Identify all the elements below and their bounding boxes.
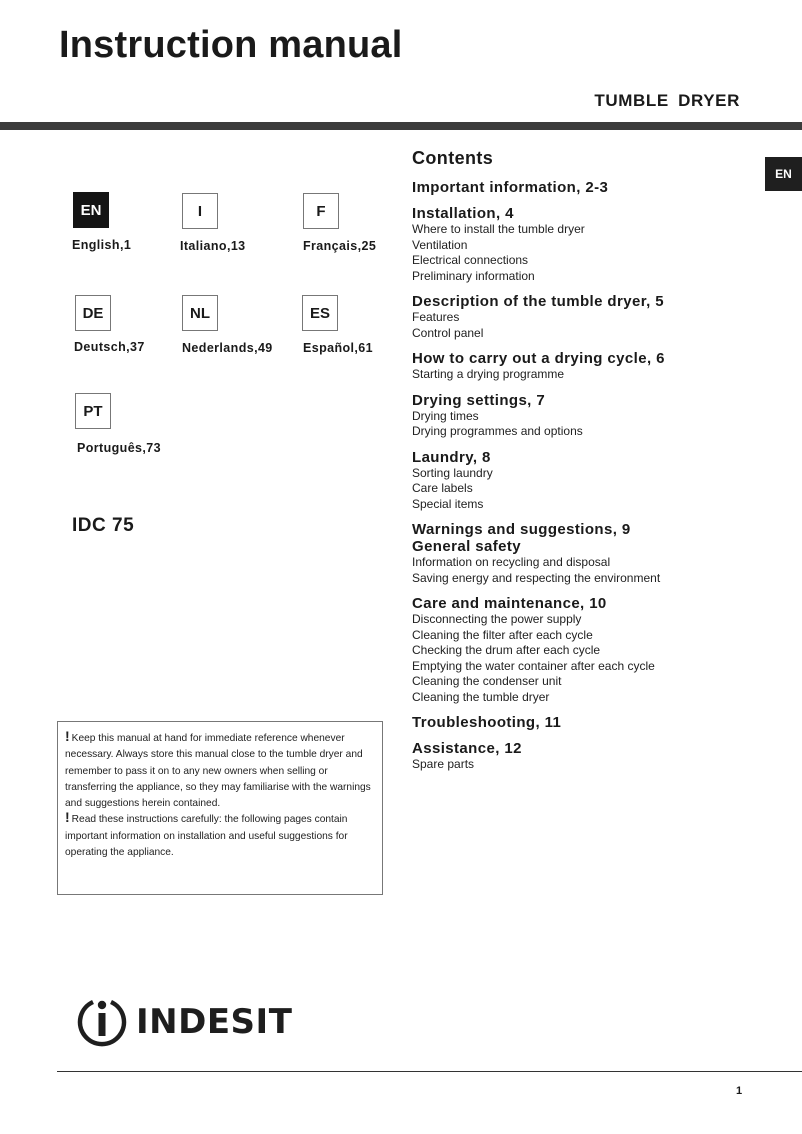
contents-section-title[interactable]: How to carry out a drying cycle, 6 bbox=[412, 350, 665, 367]
contents-section bbox=[412, 392, 752, 440]
contents-section bbox=[412, 179, 752, 196]
contents-section bbox=[412, 350, 752, 383]
contents-section bbox=[412, 740, 752, 773]
table-of-contents bbox=[412, 148, 752, 782]
language-label-es[interactable]: Español,61 bbox=[303, 341, 373, 355]
language-code-es[interactable]: ES bbox=[302, 295, 338, 331]
language-label-pt[interactable]: Português,73 bbox=[77, 441, 161, 455]
language-label-nl[interactable]: Nederlands,49 bbox=[182, 341, 273, 355]
exclamation-icon: ! bbox=[65, 728, 70, 744]
contents-subitem[interactable]: Cleaning the filter after each cycle bbox=[412, 627, 593, 642]
contents-section bbox=[412, 293, 752, 341]
contents-subitem[interactable]: Sorting laundry bbox=[412, 465, 493, 480]
contents-section-title[interactable]: Assistance, 12 bbox=[412, 740, 522, 757]
contents-section-title[interactable]: Important information, 2-3 bbox=[412, 179, 609, 196]
contents-subitem[interactable]: Where to install the tumble dryer bbox=[412, 222, 585, 236]
page-title: Instruction manual bbox=[59, 24, 403, 66]
contents-section-title[interactable]: Laundry, 8 bbox=[412, 448, 491, 466]
language-label-de[interactable]: Deutsch,37 bbox=[74, 340, 145, 354]
language-code-nl[interactable]: NL bbox=[182, 295, 218, 331]
product-type: TUMBLE DRYER bbox=[594, 91, 740, 110]
notice-paragraph bbox=[65, 728, 376, 812]
contents-subitem[interactable]: Drying times bbox=[412, 408, 479, 423]
contents-section bbox=[412, 538, 752, 586]
contents-section-title[interactable]: Installation, 4 bbox=[412, 205, 514, 222]
language-label-en[interactable]: English,1 bbox=[72, 238, 132, 252]
contents-subitem[interactable]: Checking the drum after each cycle bbox=[412, 643, 601, 657]
model-number: IDC 75 bbox=[72, 515, 135, 536]
brand-name: INDESIT bbox=[136, 1002, 293, 1042]
language-code-pt[interactable]: PT bbox=[75, 393, 111, 429]
contents-section-title[interactable]: Description of the tumble dryer, 5 bbox=[412, 293, 664, 310]
contents-subitem[interactable]: Spare parts bbox=[412, 757, 475, 771]
contents-section bbox=[412, 714, 752, 731]
language-code-it[interactable]: I bbox=[182, 193, 218, 229]
contents-subitem[interactable]: Cleaning the condenser unit bbox=[412, 674, 562, 688]
page-number: 1 bbox=[736, 1085, 743, 1097]
exclamation-icon: ! bbox=[65, 809, 70, 826]
notice-text-1: Keep this manual at hand for immediate reference whenever necessary. Always store this manual close to the tumble dryer and remember to pass it on to any new owners when selling or transferring the appliance, so they may familiarise with the warnings and suggestions herein contained. bbox=[65, 733, 371, 810]
contents-subitem[interactable]: Cleaning the tumble dryer bbox=[412, 689, 550, 704]
contents-subitem[interactable]: Care labels bbox=[412, 481, 473, 495]
notice-text-2: Read these instructions carefully: the following pages contain important information on installation and useful suggestions for operating the appliance. bbox=[65, 814, 348, 859]
contents-section-title[interactable]: Warnings and suggestions, 9 bbox=[412, 521, 631, 538]
contents-subitem[interactable]: Starting a drying programme bbox=[412, 367, 565, 381]
footer-divider bbox=[57, 1071, 802, 1072]
contents-subitem[interactable]: Features bbox=[412, 310, 460, 324]
language-label-fr[interactable]: Français,25 bbox=[303, 239, 377, 253]
contents-subitem[interactable]: Electrical connections bbox=[412, 253, 529, 267]
contents-subitem[interactable]: Preliminary information bbox=[412, 268, 535, 283]
contents-subitem[interactable]: Ventilation bbox=[412, 237, 468, 252]
language-code-en[interactable]: EN bbox=[73, 192, 109, 228]
brand-logo bbox=[74, 996, 292, 1048]
contents-list bbox=[412, 179, 752, 773]
contents-section-title[interactable]: Care and maintenance, 10 bbox=[412, 595, 607, 612]
contents-section bbox=[412, 449, 752, 513]
contents-subitem[interactable]: Special items bbox=[412, 496, 484, 511]
contents-subitem[interactable]: Emptying the water container after each cycle bbox=[412, 658, 655, 673]
language-label-it[interactable]: Italiano,13 bbox=[180, 239, 246, 253]
contents-section bbox=[412, 521, 752, 538]
contents-section-title[interactable]: Drying settings, 7 bbox=[412, 391, 546, 409]
notice-box bbox=[57, 721, 383, 895]
contents-subitem[interactable]: Drying programmes and options bbox=[412, 424, 583, 438]
contents-subitem[interactable]: Disconnecting the power supply bbox=[412, 612, 582, 626]
header-divider bbox=[0, 122, 802, 130]
notice-paragraph bbox=[65, 809, 376, 861]
contents-section-title[interactable]: Troubleshooting, 11 bbox=[412, 714, 562, 731]
language-tab-en[interactable]: EN bbox=[765, 157, 802, 191]
contents-subitem[interactable]: Saving energy and respecting the environment bbox=[412, 570, 661, 585]
contents-section bbox=[412, 205, 752, 284]
contents-section-title[interactable]: General safety bbox=[412, 538, 521, 555]
contents-subitem[interactable]: Information on recycling and disposal bbox=[412, 555, 611, 569]
language-code-de[interactable]: DE bbox=[75, 295, 111, 331]
contents-subitem[interactable]: Control panel bbox=[412, 325, 484, 340]
contents-section bbox=[412, 595, 752, 705]
indesit-logo-icon bbox=[74, 996, 130, 1048]
contents-heading: Contents bbox=[412, 148, 494, 168]
language-code-fr[interactable]: F bbox=[303, 193, 339, 229]
